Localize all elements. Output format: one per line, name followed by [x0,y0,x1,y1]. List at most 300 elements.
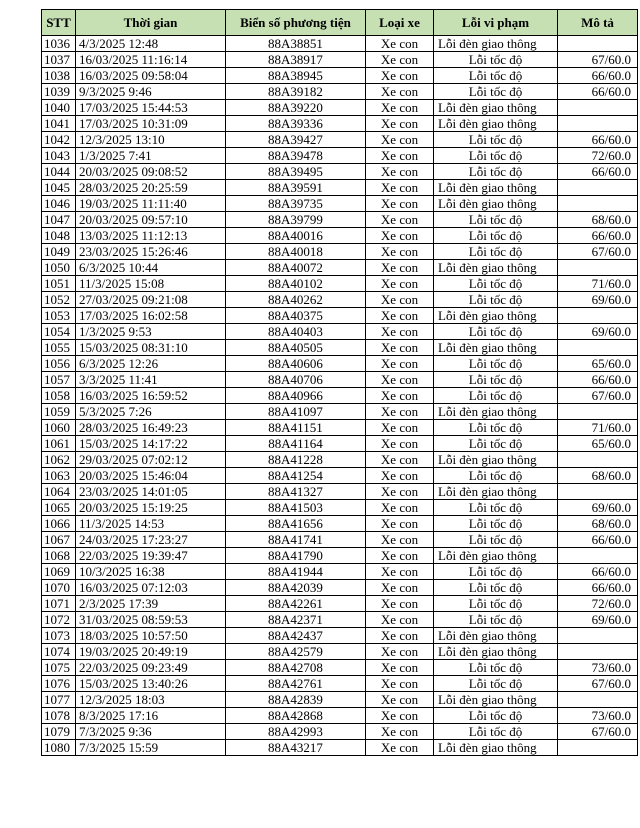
cell-violation: Lỗi đèn giao thông [434,692,558,708]
cell-violation: Lỗi tốc độ [434,468,558,484]
table-row [42,676,638,692]
cell-plate: 88A39182 [226,84,366,100]
table-row [42,436,638,452]
cell-violation: Lỗi tốc độ [434,148,558,164]
table-row [42,260,638,276]
cell-time: 28/03/2025 20:25:59 [76,180,226,196]
table-row [42,740,638,756]
cell-vehicle-type: Xe con [366,724,434,740]
cell-violation: Lỗi tốc độ [434,532,558,548]
cell-vehicle-type: Xe con [366,308,434,324]
cell-stt: 1080 [42,740,76,756]
cell-time: 12/3/2025 18:03 [76,692,226,708]
table-row [42,244,638,260]
cell-stt: 1065 [42,500,76,516]
cell-stt: 1066 [42,516,76,532]
cell-violation: Lỗi tốc độ [434,516,558,532]
cell-plate: 88A40102 [226,276,366,292]
cell-description [558,116,638,132]
cell-time: 17/03/2025 10:31:09 [76,116,226,132]
cell-description [558,196,638,212]
cell-stt: 1038 [42,68,76,84]
cell-time: 12/3/2025 13:10 [76,132,226,148]
cell-violation: Lỗi đèn giao thông [434,404,558,420]
cell-time: 11/3/2025 14:53 [76,516,226,532]
cell-plate: 88A41228 [226,452,366,468]
cell-violation: Lỗi đèn giao thông [434,740,558,756]
cell-time: 7/3/2025 9:36 [76,724,226,740]
table-row [42,724,638,740]
cell-description [558,692,638,708]
cell-stt: 1069 [42,564,76,580]
cell-time: 16/03/2025 11:16:14 [76,52,226,68]
cell-time: 8/3/2025 17:16 [76,708,226,724]
cell-vehicle-type: Xe con [366,228,434,244]
cell-stt: 1060 [42,420,76,436]
cell-plate: 88A38851 [226,36,366,52]
cell-violation: Lỗi đèn giao thông [434,628,558,644]
cell-time: 15/03/2025 13:40:26 [76,676,226,692]
cell-time: 29/03/2025 07:02:12 [76,452,226,468]
cell-plate: 88A40375 [226,308,366,324]
cell-stt: 1056 [42,356,76,372]
table-row [42,68,638,84]
cell-time: 24/03/2025 17:23:27 [76,532,226,548]
table-body [42,36,638,756]
cell-plate: 88A42708 [226,660,366,676]
cell-vehicle-type: Xe con [366,708,434,724]
table-row [42,692,638,708]
table-row [42,308,638,324]
cell-time: 11/3/2025 15:08 [76,276,226,292]
cell-violation: Lỗi tốc độ [434,724,558,740]
cell-description [558,484,638,500]
table-row [42,644,638,660]
cell-violation: Lỗi đèn giao thông [434,100,558,116]
table-row [42,324,638,340]
cell-violation: Lỗi đèn giao thông [434,308,558,324]
table-row [42,372,638,388]
table-row [42,292,638,308]
table-row [42,564,638,580]
cell-time: 23/03/2025 15:26:46 [76,244,226,260]
cell-plate: 88A39735 [226,196,366,212]
cell-plate: 88A41164 [226,436,366,452]
cell-violation: Lỗi tốc độ [434,228,558,244]
cell-plate: 88A40262 [226,292,366,308]
cell-stt: 1037 [42,52,76,68]
cell-stt: 1063 [42,468,76,484]
cell-vehicle-type: Xe con [366,516,434,532]
table-row [42,148,638,164]
cell-description [558,628,638,644]
cell-vehicle-type: Xe con [366,260,434,276]
cell-time: 13/03/2025 11:12:13 [76,228,226,244]
cell-vehicle-type: Xe con [366,116,434,132]
cell-time: 1/3/2025 9:53 [76,324,226,340]
cell-stt: 1072 [42,612,76,628]
cell-description [558,100,638,116]
cell-plate: 88A41097 [226,404,366,420]
cell-vehicle-type: Xe con [366,340,434,356]
cell-vehicle-type: Xe con [366,276,434,292]
cell-violation: Lỗi đèn giao thông [434,116,558,132]
cell-violation: Lỗi đèn giao thông [434,36,558,52]
cell-time: 1/3/2025 7:41 [76,148,226,164]
cell-vehicle-type: Xe con [366,420,434,436]
cell-plate: 88A38945 [226,68,366,84]
cell-description: 68/60.0 [558,516,638,532]
table-row [42,404,638,420]
cell-time: 6/3/2025 12:26 [76,356,226,372]
table-row [42,356,638,372]
cell-vehicle-type: Xe con [366,644,434,660]
cell-description: 65/60.0 [558,436,638,452]
header-vehicle-type: Loại xe [366,10,434,36]
cell-stt: 1048 [42,228,76,244]
cell-time: 7/3/2025 15:59 [76,740,226,756]
header-stt: STT [42,10,76,36]
table-row [42,116,638,132]
cell-stt: 1036 [42,36,76,52]
cell-stt: 1043 [42,148,76,164]
cell-violation: Lỗi tốc độ [434,292,558,308]
cell-violation: Lỗi tốc độ [434,612,558,628]
table-row [42,580,638,596]
cell-vehicle-type: Xe con [366,532,434,548]
cell-description: 69/60.0 [558,612,638,628]
cell-vehicle-type: Xe con [366,676,434,692]
table-row [42,388,638,404]
cell-description [558,404,638,420]
cell-stt: 1067 [42,532,76,548]
cell-description: 72/60.0 [558,596,638,612]
cell-stt: 1049 [42,244,76,260]
cell-time: 16/03/2025 16:59:52 [76,388,226,404]
cell-violation: Lỗi tốc độ [434,388,558,404]
cell-plate: 88A41790 [226,548,366,564]
table-row [42,276,638,292]
cell-vehicle-type: Xe con [366,740,434,756]
cell-time: 31/03/2025 08:59:53 [76,612,226,628]
cell-violation: Lỗi đèn giao thông [434,340,558,356]
table-row [42,468,638,484]
cell-vehicle-type: Xe con [366,212,434,228]
cell-stt: 1046 [42,196,76,212]
cell-violation: Lỗi đèn giao thông [434,260,558,276]
cell-time: 3/3/2025 11:41 [76,372,226,388]
cell-stt: 1053 [42,308,76,324]
table-row [42,548,638,564]
cell-description [558,36,638,52]
cell-description: 69/60.0 [558,500,638,516]
cell-violation: Lỗi tốc độ [434,676,558,692]
cell-stt: 1059 [42,404,76,420]
cell-description: 65/60.0 [558,356,638,372]
cell-time: 22/03/2025 09:23:49 [76,660,226,676]
cell-plate: 88A40606 [226,356,366,372]
cell-stt: 1076 [42,676,76,692]
cell-plate: 88A41327 [226,484,366,500]
cell-vehicle-type: Xe con [366,484,434,500]
cell-violation: Lỗi đèn giao thông [434,484,558,500]
cell-vehicle-type: Xe con [366,180,434,196]
cell-plate: 88A42039 [226,580,366,596]
cell-plate: 88A39799 [226,212,366,228]
cell-plate: 88A42371 [226,612,366,628]
cell-description: 68/60.0 [558,212,638,228]
cell-description: 66/60.0 [558,68,638,84]
cell-description [558,740,638,756]
table-row [42,52,638,68]
cell-plate: 88A39591 [226,180,366,196]
cell-plate: 88A42761 [226,676,366,692]
cell-vehicle-type: Xe con [366,132,434,148]
table-row [42,84,638,100]
cell-vehicle-type: Xe con [366,244,434,260]
cell-stt: 1051 [42,276,76,292]
table-row [42,100,638,116]
cell-violation: Lỗi tốc độ [434,244,558,260]
cell-vehicle-type: Xe con [366,500,434,516]
cell-plate: 88A42993 [226,724,366,740]
table-row [42,500,638,516]
table-row [42,132,638,148]
cell-violation: Lỗi tốc độ [434,708,558,724]
cell-stt: 1052 [42,292,76,308]
cell-stt: 1050 [42,260,76,276]
cell-vehicle-type: Xe con [366,292,434,308]
cell-stt: 1041 [42,116,76,132]
cell-stt: 1057 [42,372,76,388]
cell-stt: 1078 [42,708,76,724]
table-row [42,340,638,356]
cell-description: 66/60.0 [558,532,638,548]
cell-vehicle-type: Xe con [366,324,434,340]
cell-description: 66/60.0 [558,564,638,580]
cell-vehicle-type: Xe con [366,596,434,612]
cell-description: 66/60.0 [558,228,638,244]
cell-time: 4/3/2025 12:48 [76,36,226,52]
cell-stt: 1079 [42,724,76,740]
cell-plate: 88A41656 [226,516,366,532]
cell-description: 67/60.0 [558,244,638,260]
header-violation: Lỗi vi phạm [434,10,558,36]
cell-stt: 1054 [42,324,76,340]
header-plate: Biển số phương tiện [226,10,366,36]
cell-time: 22/03/2025 19:39:47 [76,548,226,564]
cell-vehicle-type: Xe con [366,692,434,708]
cell-stt: 1068 [42,548,76,564]
cell-stt: 1074 [42,644,76,660]
cell-time: 20/03/2025 15:46:04 [76,468,226,484]
cell-time: 18/03/2025 10:57:50 [76,628,226,644]
cell-vehicle-type: Xe con [366,100,434,116]
cell-stt: 1064 [42,484,76,500]
cell-time: 20/03/2025 09:08:52 [76,164,226,180]
cell-violation: Lỗi tốc độ [434,276,558,292]
cell-vehicle-type: Xe con [366,36,434,52]
cell-time: 6/3/2025 10:44 [76,260,226,276]
cell-violation: Lỗi tốc độ [434,372,558,388]
cell-description: 71/60.0 [558,276,638,292]
cell-time: 19/03/2025 20:49:19 [76,644,226,660]
cell-plate: 88A40072 [226,260,366,276]
cell-stt: 1071 [42,596,76,612]
cell-plate: 88A40403 [226,324,366,340]
cell-stt: 1073 [42,628,76,644]
cell-stt: 1055 [42,340,76,356]
cell-time: 10/3/2025 16:38 [76,564,226,580]
table-row [42,420,638,436]
cell-time: 16/03/2025 09:58:04 [76,68,226,84]
table-row [42,196,638,212]
table-row [42,180,638,196]
cell-plate: 88A39336 [226,116,366,132]
cell-violation: Lỗi tốc độ [434,660,558,676]
cell-time: 19/03/2025 11:11:40 [76,196,226,212]
cell-stt: 1044 [42,164,76,180]
table-row [42,516,638,532]
cell-plate: 88A43217 [226,740,366,756]
header-time: Thời gian [76,10,226,36]
cell-plate: 88A41503 [226,500,366,516]
cell-description [558,180,638,196]
violations-table [41,9,638,756]
cell-time: 23/03/2025 14:01:05 [76,484,226,500]
cell-vehicle-type: Xe con [366,52,434,68]
cell-plate: 88A42868 [226,708,366,724]
cell-vehicle-type: Xe con [366,84,434,100]
cell-violation: Lỗi tốc độ [434,164,558,180]
cell-description: 67/60.0 [558,724,638,740]
cell-description: 67/60.0 [558,388,638,404]
cell-plate: 88A42839 [226,692,366,708]
table-row [42,612,638,628]
cell-violation: Lỗi tốc độ [434,212,558,228]
table-row [42,532,638,548]
cell-plate: 88A40706 [226,372,366,388]
cell-vehicle-type: Xe con [366,660,434,676]
cell-time: 2/3/2025 17:39 [76,596,226,612]
cell-violation: Lỗi tốc độ [434,356,558,372]
cell-vehicle-type: Xe con [366,372,434,388]
cell-plate: 88A38917 [226,52,366,68]
cell-description: 66/60.0 [558,84,638,100]
cell-plate: 88A42437 [226,628,366,644]
cell-violation: Lỗi đèn giao thông [434,180,558,196]
cell-plate: 88A40018 [226,244,366,260]
header-description: Mô tả [558,10,638,36]
cell-description [558,452,638,468]
cell-violation: Lỗi tốc độ [434,132,558,148]
cell-description: 68/60.0 [558,468,638,484]
cell-time: 17/03/2025 16:02:58 [76,308,226,324]
cell-vehicle-type: Xe con [366,68,434,84]
table-row [42,212,638,228]
cell-vehicle-type: Xe con [366,148,434,164]
cell-time: 17/03/2025 15:44:53 [76,100,226,116]
cell-violation: Lỗi đèn giao thông [434,644,558,660]
cell-stt: 1070 [42,580,76,596]
cell-violation: Lỗi tốc độ [434,436,558,452]
cell-vehicle-type: Xe con [366,196,434,212]
cell-vehicle-type: Xe con [366,580,434,596]
cell-stt: 1077 [42,692,76,708]
table-row [42,596,638,612]
cell-description: 66/60.0 [558,132,638,148]
table-row [42,708,638,724]
cell-violation: Lỗi đèn giao thông [434,196,558,212]
cell-plate: 88A41741 [226,532,366,548]
cell-stt: 1045 [42,180,76,196]
cell-description [558,644,638,660]
cell-description: 69/60.0 [558,324,638,340]
cell-violation: Lỗi tốc độ [434,420,558,436]
cell-stt: 1062 [42,452,76,468]
cell-description: 66/60.0 [558,164,638,180]
cell-description [558,548,638,564]
cell-violation: Lỗi tốc độ [434,68,558,84]
cell-time: 16/03/2025 07:12:03 [76,580,226,596]
cell-vehicle-type: Xe con [366,356,434,372]
cell-description: 69/60.0 [558,292,638,308]
cell-violation: Lỗi tốc độ [434,564,558,580]
cell-vehicle-type: Xe con [366,452,434,468]
table-row [42,660,638,676]
cell-violation: Lỗi tốc độ [434,84,558,100]
cell-stt: 1047 [42,212,76,228]
cell-stt: 1042 [42,132,76,148]
cell-stt: 1061 [42,436,76,452]
cell-time: 15/03/2025 08:31:10 [76,340,226,356]
cell-description [558,308,638,324]
cell-plate: 88A40016 [226,228,366,244]
cell-description: 73/60.0 [558,660,638,676]
cell-vehicle-type: Xe con [366,564,434,580]
cell-vehicle-type: Xe con [366,164,434,180]
cell-vehicle-type: Xe con [366,612,434,628]
table-row [42,628,638,644]
cell-stt: 1040 [42,100,76,116]
cell-vehicle-type: Xe con [366,628,434,644]
cell-plate: 88A41944 [226,564,366,580]
cell-description [558,340,638,356]
cell-plate: 88A40505 [226,340,366,356]
cell-description: 67/60.0 [558,676,638,692]
cell-time: 15/03/2025 14:17:22 [76,436,226,452]
cell-plate: 88A39495 [226,164,366,180]
cell-violation: Lỗi tốc độ [434,324,558,340]
cell-vehicle-type: Xe con [366,404,434,420]
cell-plate: 88A41151 [226,420,366,436]
cell-plate: 88A39220 [226,100,366,116]
cell-plate: 88A39478 [226,148,366,164]
cell-plate: 88A42261 [226,596,366,612]
cell-vehicle-type: Xe con [366,388,434,404]
cell-violation: Lỗi tốc độ [434,580,558,596]
cell-time: 27/03/2025 09:21:08 [76,292,226,308]
table-header-row [42,10,638,36]
cell-plate: 88A42579 [226,644,366,660]
cell-violation: Lỗi tốc độ [434,52,558,68]
cell-description: 67/60.0 [558,52,638,68]
cell-violation: Lỗi đèn giao thông [434,548,558,564]
cell-description: 66/60.0 [558,580,638,596]
cell-vehicle-type: Xe con [366,548,434,564]
cell-description: 73/60.0 [558,708,638,724]
cell-vehicle-type: Xe con [366,436,434,452]
